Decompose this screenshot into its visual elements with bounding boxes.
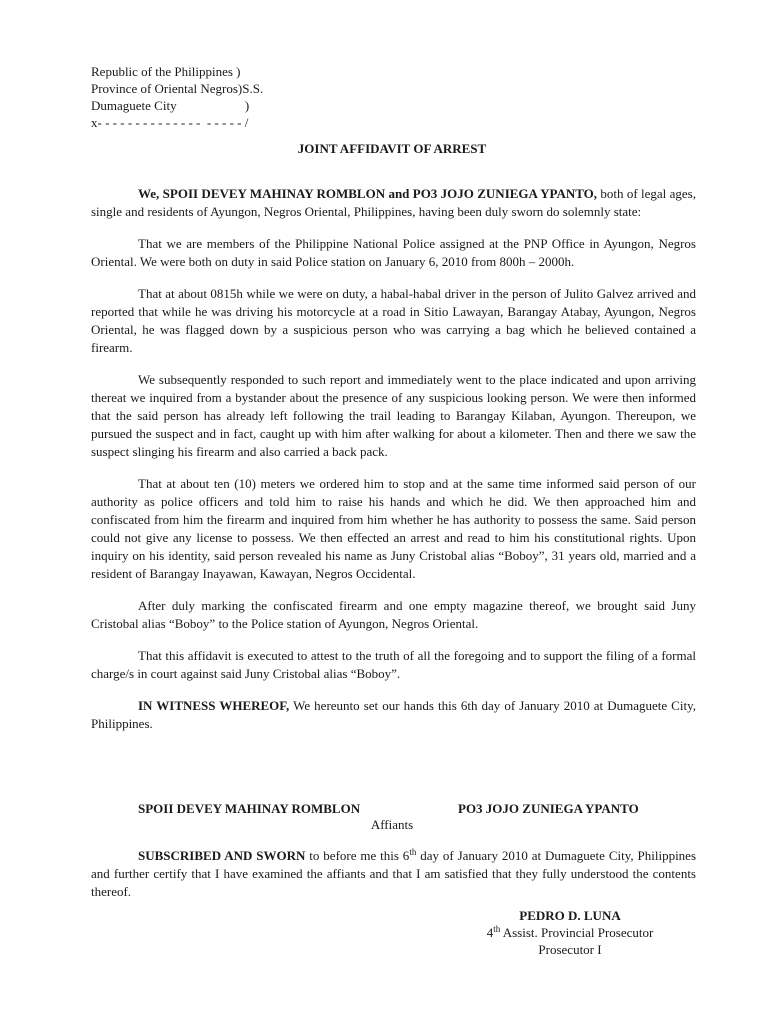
witness-lead: IN WITNESS WHEREOF, [138,698,290,713]
document-title: JOINT AFFIDAVIT OF ARREST [297,141,487,156]
affiant-1-name: SPOII DEVEY MAHINAY ROMBLON [138,801,361,816]
caption-line: x- - - - - - - - - - - - - - - - - - - / [91,115,249,130]
jurat-paragraph [91,847,696,901]
paragraph: After duly marking the confiscated firearm and one empty magazine thereof, we brought said Juny Cristobal alias “Boboy” to the Police station of Ayungon, Negros Oriental. [91,598,696,631]
ordinal-suffix: th [493,924,501,934]
intro-prefix: We, [138,186,163,201]
paragraph: That at about 0815h while we were on duty, a habal-habal driver in the person of Julito Galvez arrived and reported that while he was driving his motorcycle at a road in Sitio Lawayan, Barangay Atabay, Ayungon, Negros Oriental, he was flagged down by a suspicious person who was carrying a bag which he believed contained a firearm. [91,286,696,355]
paragraph: That we are members of the Philippine National Police assigned at the PNP Office in Ayungon, Negros Oriental. We were both on duty in said Police station on January 6, 2010 from 800h – 2000h. [91,236,696,269]
title-number: 4 [486,925,494,940]
jurat [91,847,696,901]
venue-caption [91,63,331,131]
jurat-lead: SUBSCRIBED AND SWORN [138,848,306,863]
paragraph: That at about ten (10) meters we ordered him to stop and at the same time informed said person of our authority as police officers and told him to raise his hands and which he did. We then approached him and confiscated from him the firearm and inquired from him whether he has authority to possess the same. Said person could not give any license to possess. We then effected an arrest and read to him his constitutional rights. Upon inquiry on his identity, said person revealed his name as Juny Cristobal alias “Boboy”, 31 years old, married and a resident of Barangay Inayawan, Kawayan, Negros Occidental. [91,476,696,581]
prosecutor-name: PEDRO D. LUNA [519,908,621,923]
intro-paragraph [91,185,696,221]
affidavit-body [91,185,696,747]
prosecutor-rank: Prosecutor I [538,942,602,957]
paragraph: We subsequently responded to such report and immediately went to the place indicated and upon arriving thereat we inquired from a bystander about the presence of any suspicious looking person. We were then informed that the said person has already left following the trail leading to Barangay Kilaban, Ayungon. Thereupon, we pursued the suspect and in fact, caught up with him after walking for about a kilometer. Then and there we saw the suspect slinging his firearm and also carried a back pack. [91,372,696,459]
witness-text: We hereunto set our hands this 6th day of January 2010 at Dumaguete City, Philippines. [91,698,696,731]
jurat-text: to before me this 6 [305,848,410,863]
jurat-text: day of January 2010 at Dumaguete City, Philippines and further certify that I have examined the affiants and that I am satisfied that they fully understood the contents thereof. [91,848,697,899]
title-text: Assist. Provincial Prosecutor [500,925,654,940]
witness-paragraph [91,697,696,733]
affiants-label: Affiants [370,817,414,832]
caption-line: Dumaguete City ) [91,98,250,113]
affiant-2-name: PO3 JOJO ZUNIEGA YPANTO [458,801,639,816]
prosecutor-block [420,907,720,958]
prosecutor-title [420,924,720,941]
paragraph: That this affidavit is executed to attest to the truth of all the foregoing and to support the filing of a formal charge/s in court against said Juny Cristobal alias “Boboy”. [91,648,696,681]
affiant-names: SPOII DEVEY MAHINAY ROMBLON and PO3 JOJO ZUNIEGA YPANTO, [162,186,598,201]
ordinal-suffix: th [409,847,417,857]
caption-line: Republic of the Philippines ) [91,64,241,79]
caption-line: Province of Oriental Negros)S.S. [91,81,264,96]
intro-text: both of legal ages, single and residents of Ayungon, Negros Oriental, Philippines, having been duly sworn do solemnly state: [91,186,696,219]
